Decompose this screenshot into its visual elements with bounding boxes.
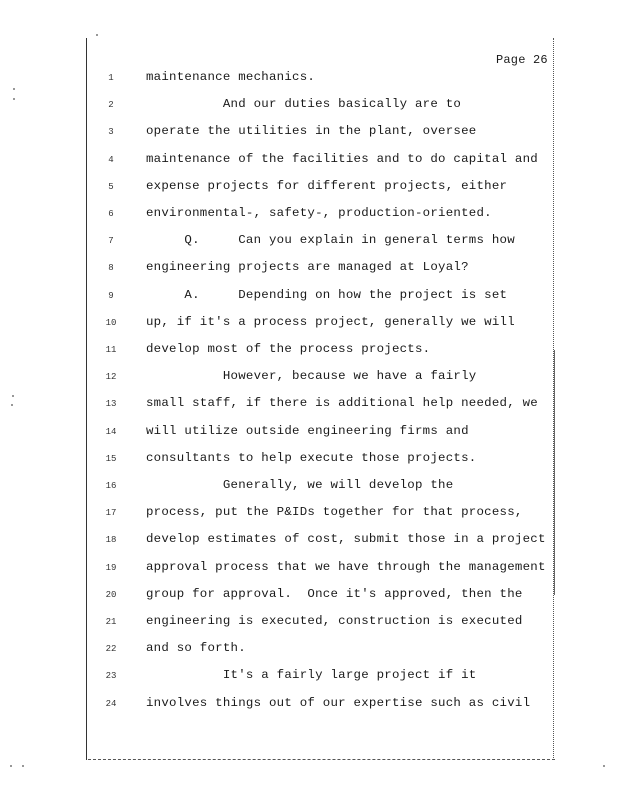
line-number: 12: [105, 372, 117, 383]
line-number: 14: [105, 426, 117, 437]
scan-speck: [22, 765, 24, 767]
scan-speck: [13, 88, 15, 90]
line-text: operate the utilities in the plant, oversee: [146, 124, 477, 139]
line-text: process, put the P&IDs together for that process,: [146, 505, 523, 520]
line-text: A. Depending on how the project is set: [146, 287, 508, 302]
transcript-line: [0, 641, 618, 659]
line-text: involves things out of our expertise such as civil: [146, 695, 531, 710]
line-number: 15: [105, 453, 117, 464]
page-number-label: Page 26: [496, 53, 548, 67]
line-number: 2: [108, 100, 114, 111]
transcript-line: [0, 152, 618, 170]
line-text: consultants to help execute those projects.: [146, 450, 477, 465]
transcript-line: [0, 532, 618, 550]
line-number: 9: [108, 290, 114, 301]
line-text: will utilize outside engineering firms and: [146, 423, 469, 438]
transcript-line: [0, 97, 618, 115]
transcript-line: [0, 668, 618, 686]
line-number: 1: [108, 73, 114, 83]
transcript-line: [0, 505, 618, 523]
line-number: 23: [105, 671, 117, 682]
line-number: 16: [105, 481, 117, 491]
transcript-line: [0, 614, 618, 632]
transcript-line: [0, 424, 618, 442]
transcript-line: [0, 478, 618, 496]
transcript-line: [0, 560, 618, 578]
line-number: 22: [105, 644, 117, 655]
line-number: 6: [108, 209, 114, 219]
transcript-line: [0, 70, 618, 88]
line-number: 18: [105, 535, 117, 546]
line-text: engineering is executed, construction is executed: [146, 614, 523, 628]
transcript-line: [0, 369, 618, 387]
line-text: And our duties basically are to: [146, 97, 462, 112]
transcript-line: [0, 696, 618, 714]
transcript-line: [0, 233, 618, 251]
line-number: 5: [108, 181, 114, 192]
transcript-line: [0, 260, 618, 278]
line-text: approval process that we have through the management: [146, 559, 546, 574]
line-number: 13: [105, 399, 117, 410]
line-text: maintenance mechanics.: [146, 70, 316, 84]
line-text: maintenance of the facilities and to do capital and: [146, 151, 538, 166]
line-text: Q. Can you explain in general terms how: [146, 233, 515, 248]
scan-speck: [13, 98, 15, 100]
line-text: up, if it's a process project, generally we will: [146, 314, 515, 329]
line-number: 8: [108, 263, 114, 274]
line-text: group for approval. Once it's approved, then the: [146, 586, 523, 601]
transcript-line: [0, 342, 618, 360]
line-text: and so forth.: [146, 641, 246, 656]
transcript-line: [0, 315, 618, 333]
line-text: expense projects for different projects, either: [146, 178, 508, 193]
line-text: environmental-, safety-, production-oriented.: [146, 206, 492, 220]
scan-speck: [603, 765, 605, 767]
line-number: 24: [105, 698, 117, 709]
line-text: develop most of the process projects.: [146, 342, 431, 356]
line-text: Generally, we will develop the: [146, 478, 454, 492]
scan-speck: [11, 404, 13, 406]
transcript-line: [0, 206, 618, 224]
scan-speck: [12, 395, 14, 397]
line-number: 10: [105, 317, 117, 328]
line-number: 19: [105, 562, 117, 573]
line-number: 21: [105, 617, 117, 627]
line-number: 20: [105, 589, 117, 600]
line-number: 7: [108, 236, 114, 247]
transcript-line: [0, 124, 618, 142]
scan-speck: [96, 34, 98, 36]
line-text: It's a fairly large project if it: [146, 668, 477, 683]
transcript-line: [0, 451, 618, 469]
transcript-line: [0, 288, 618, 306]
line-text: small staff, if there is additional help needed, we: [146, 396, 538, 411]
transcript-line: [0, 179, 618, 197]
line-number: 17: [105, 508, 117, 519]
transcript-line: [0, 396, 618, 414]
line-number: 3: [108, 127, 114, 138]
transcript-line: [0, 587, 618, 605]
line-text: develop estimates of cost, submit those in a project: [146, 532, 546, 547]
line-number: 4: [108, 154, 114, 165]
bottom-rule: [88, 759, 555, 760]
line-number: 11: [105, 345, 117, 355]
line-text: engineering projects are managed at Loyal?: [146, 260, 469, 275]
scan-speck: [10, 765, 12, 767]
line-text: However, because we have a fairly: [146, 369, 477, 384]
